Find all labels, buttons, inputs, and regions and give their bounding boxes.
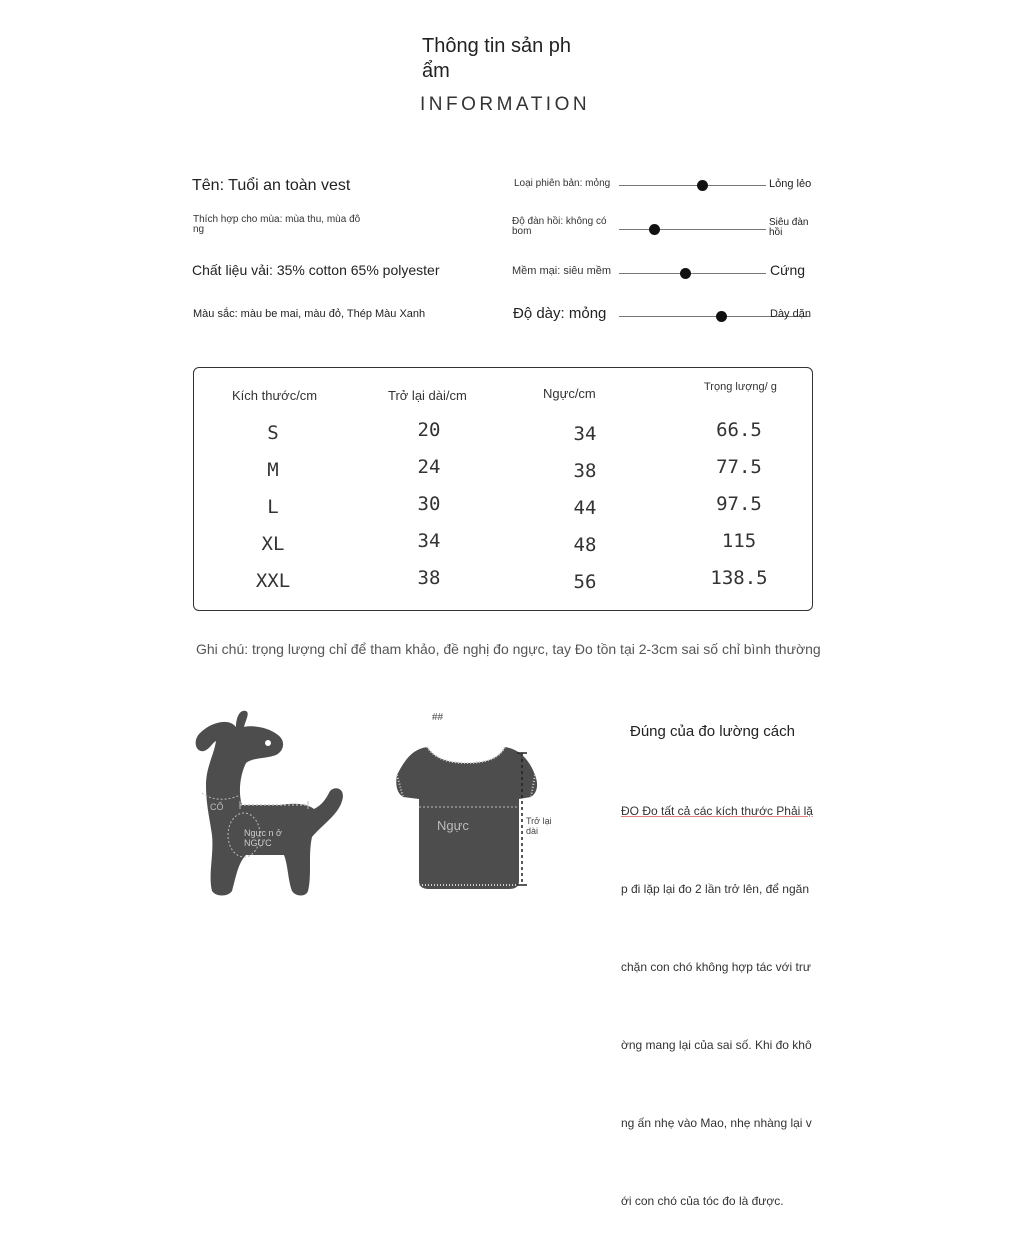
product-color: Màu sắc: màu be mai, màu đỏ, Thép Màu Xanh <box>193 308 426 320</box>
howto-line: ng ấn nhẹ vào Mao, nhẹ nhàng lại v <box>621 1116 812 1130</box>
table-header-chest: Ngực/cm <box>543 386 596 401</box>
table-cell: L <box>267 496 279 518</box>
slider-softness-label: Mềm mại: siêu mềm <box>512 265 612 277</box>
slider-softness-knob <box>680 268 691 279</box>
vest-top-label: ## <box>432 712 444 723</box>
slider-fit-track <box>619 185 766 186</box>
table-cell: XXL <box>255 570 291 592</box>
table-header-weight: Trọng lượng/ g <box>704 381 777 393</box>
slider-fit-end-label: Lỏng lẻo <box>769 178 812 190</box>
table-cell: 34 <box>417 530 441 552</box>
page-title: Thông tin sản ph ẩm <box>422 35 571 82</box>
slider-thickness-end-label: Dày dặn <box>770 308 811 320</box>
slider-thickness-label: Độ dày: mỏng <box>513 305 607 322</box>
dog-eye <box>265 740 271 746</box>
table-cell: 56 <box>573 571 597 593</box>
slider-softness-end-label: Cứng <box>770 262 806 278</box>
howto-line: ĐO Đo tất cả các kích thước Phải lặ <box>621 804 813 818</box>
product-fabric: Chất liệu vải: 35% cotton 65% polyester <box>192 262 440 278</box>
vest-chest-label: Ngực <box>437 818 469 833</box>
table-cell: 44 <box>573 497 597 519</box>
howto-line: ờng mang lại của sai số. Khi đo khô <box>621 1038 812 1052</box>
table-cell: 97.5 <box>716 493 762 515</box>
howto-line: ới con chó của tóc đo là được. <box>621 1194 784 1208</box>
product-name: Tên: Tuổi an toàn vest <box>192 177 351 194</box>
dog-chest-label: Ngực n ở NGỰC <box>244 828 282 848</box>
howto-title: Đúng của đo lường cách <box>630 723 795 740</box>
howto-line: p đi lặp lại đo 2 lần trở lên, để ngăn <box>621 882 809 896</box>
table-cell: 66.5 <box>716 419 762 441</box>
table-cell: M <box>267 459 279 481</box>
table-cell: XL <box>261 533 285 555</box>
table-cell: 38 <box>417 567 441 589</box>
table-cell: 34 <box>573 423 597 445</box>
slider-elastic-knob <box>649 224 660 235</box>
table-cell: 20 <box>417 419 441 441</box>
howto-line: chặn con chó không hợp tác với trư <box>621 960 811 974</box>
table-header-back-length: Trở lại dài/cm <box>388 388 467 403</box>
table-cell: 77.5 <box>716 456 762 478</box>
table-cell: 38 <box>573 460 597 482</box>
table-cell: 138.5 <box>710 567 768 589</box>
slider-fit-knob <box>697 180 708 191</box>
howto-body <box>621 746 817 1240</box>
table-cell: 24 <box>417 456 441 478</box>
page-subtitle: INFORMATION <box>420 94 591 115</box>
slider-elastic-end-label: Siêu đàn hồi <box>769 217 809 238</box>
vest-measure-illustration <box>393 735 558 895</box>
table-header-size: Kích thước/cm <box>232 388 318 403</box>
measurement-note: Ghi chú: trọng lượng chỉ để tham khảo, đề nghị đo ngực, tay Đo tồn tại 2-3cm sai số chỉ bình thường <box>196 641 821 657</box>
vest-back-length-label: Trở lại dài <box>526 816 552 836</box>
slider-thickness-knob <box>716 311 727 322</box>
slider-fit-label: Loại phiên bản: mỏng <box>514 178 611 189</box>
slider-elastic-label: Độ đàn hồi: không có bom <box>512 216 607 237</box>
product-season: Thích hợp cho mùa: mùa thu, mùa đô ng <box>193 214 361 235</box>
slider-softness-track <box>619 273 766 274</box>
slider-elastic-track <box>619 229 766 230</box>
table-cell: S <box>267 422 279 444</box>
table-cell: 30 <box>417 493 441 515</box>
table-cell: 115 <box>721 530 757 552</box>
dog-neck-label: CỔ <box>210 802 224 812</box>
table-cell: 48 <box>573 534 597 556</box>
